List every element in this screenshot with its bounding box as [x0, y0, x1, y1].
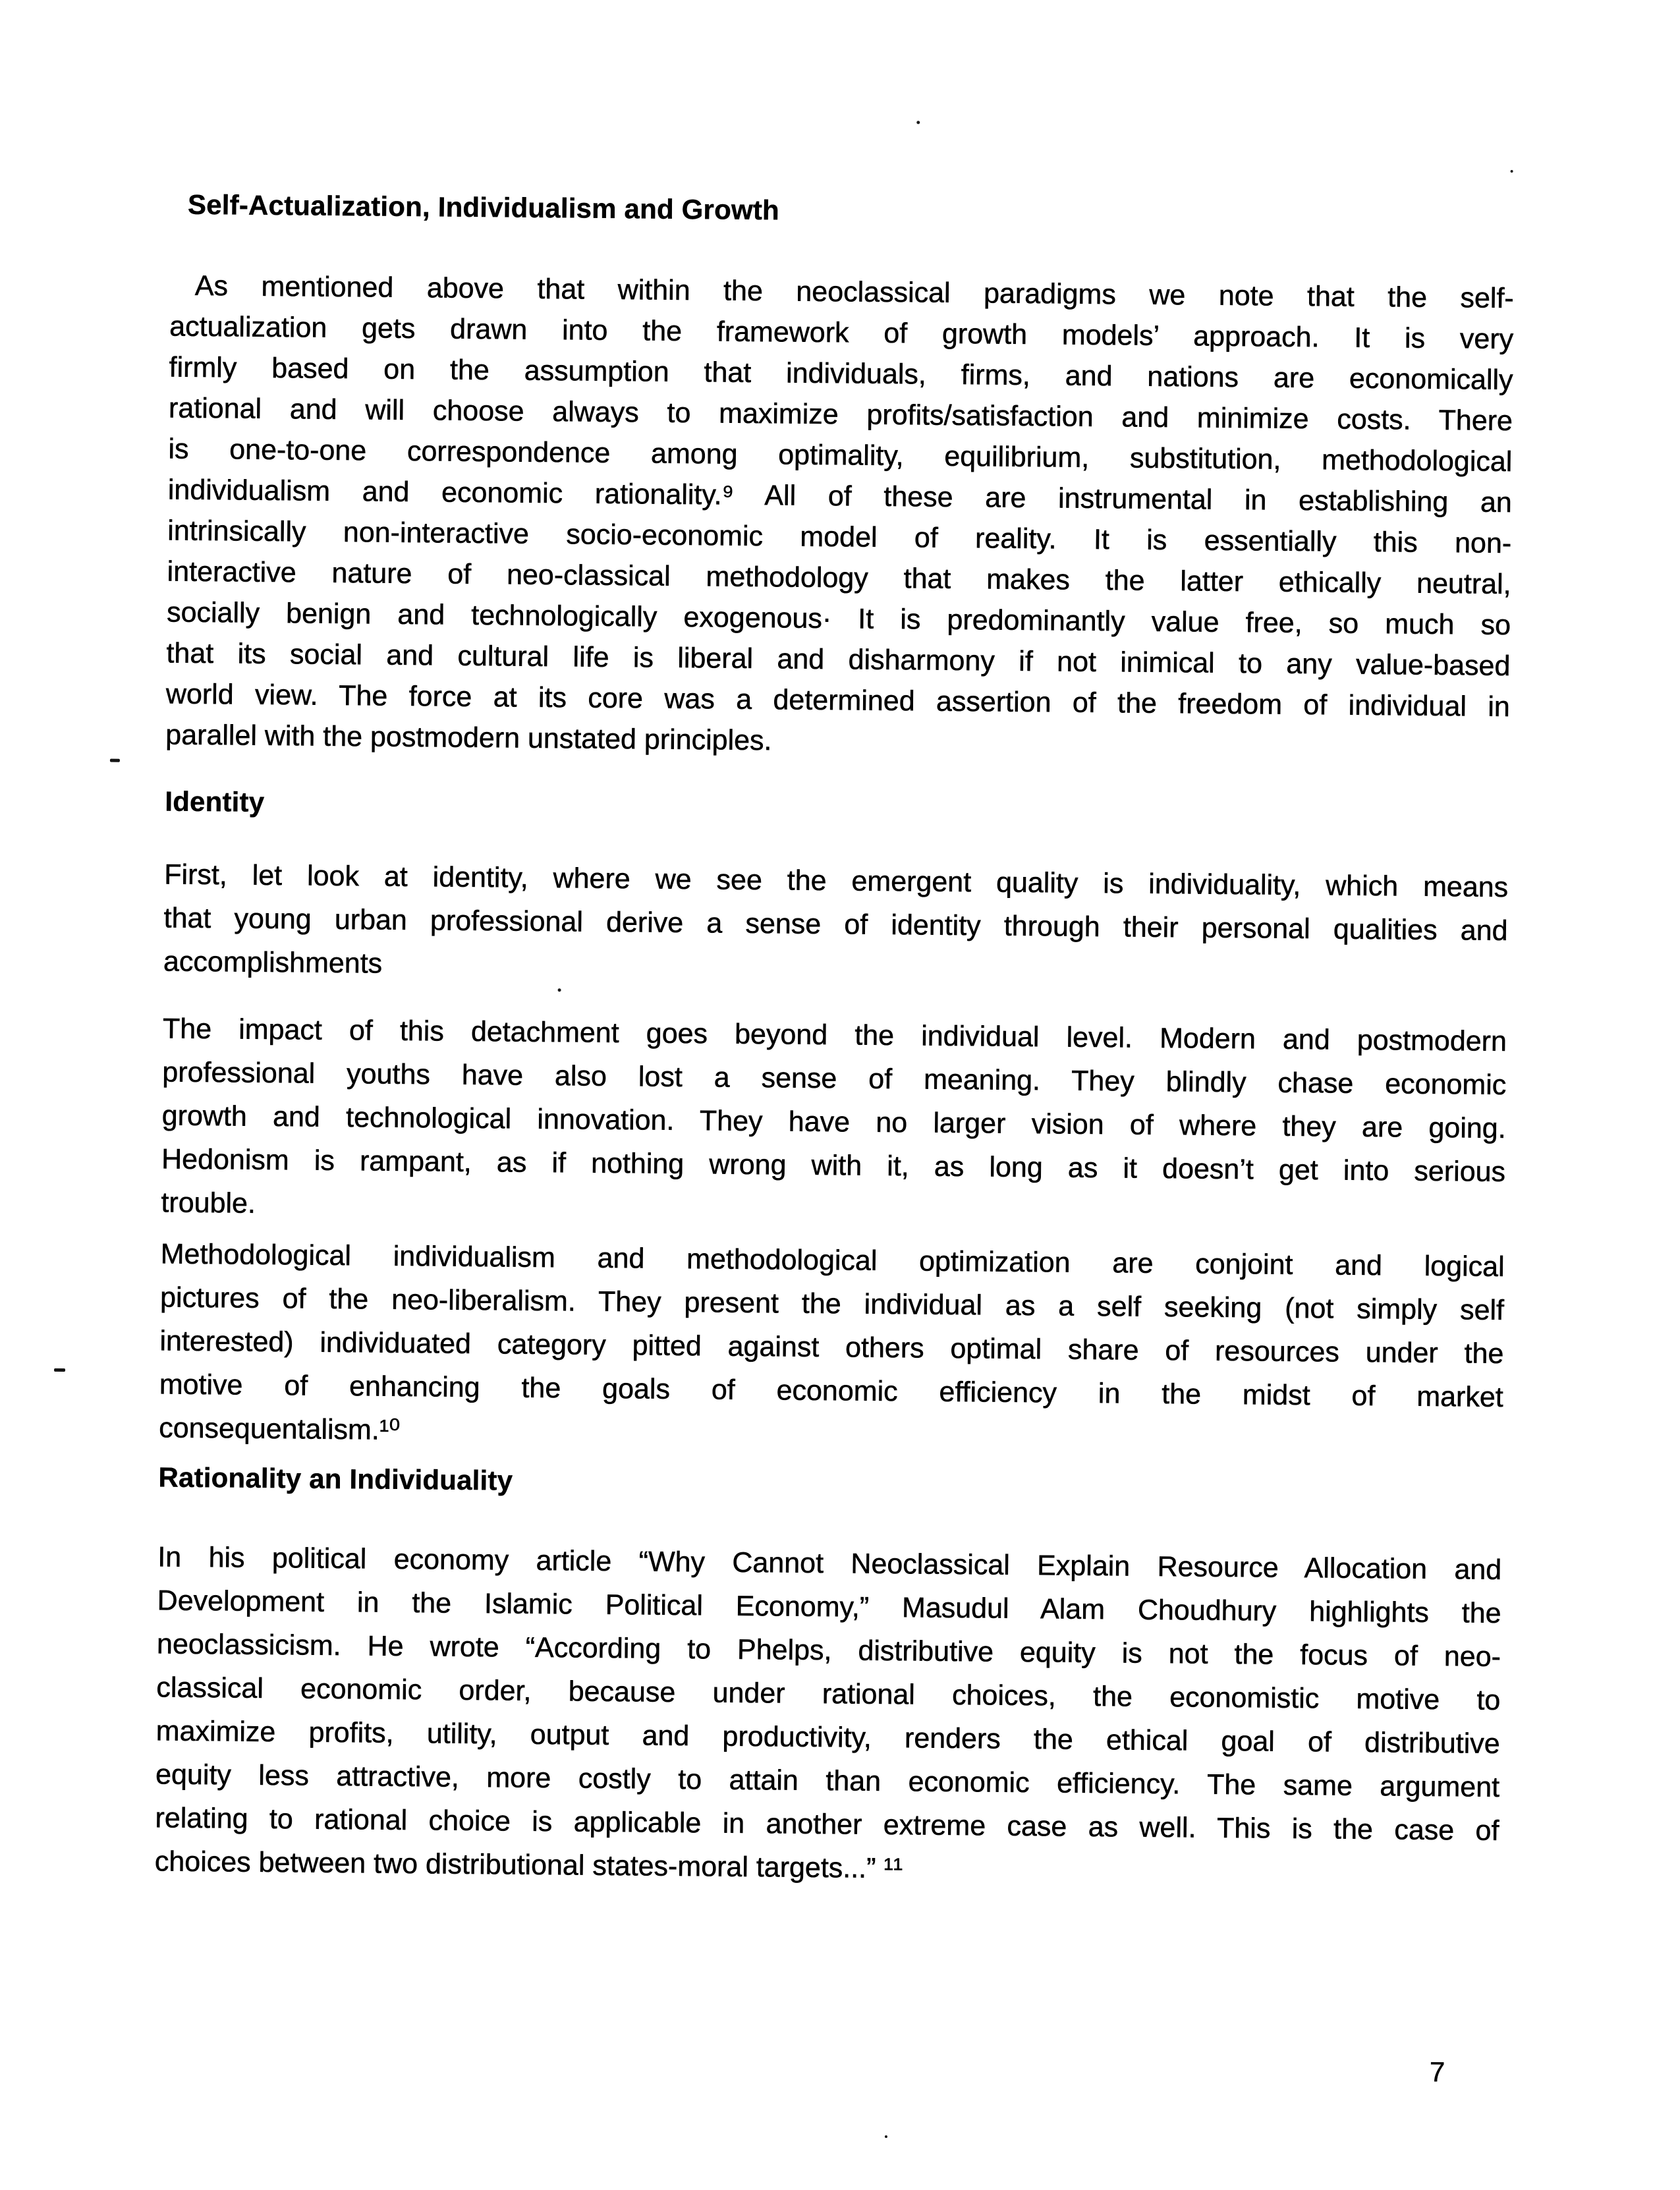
scan-speck: [110, 759, 120, 762]
text-line: classical economic order, because under rational choices, the economistic motive to: [156, 1671, 1501, 1716]
scan-speck: [54, 1368, 65, 1372]
text-line: choices between two distributional states-moral targets...” ¹¹: [154, 1845, 903, 1885]
text-line: interactive nature of neo-classical methodology that makes the latter ethically neutral,: [167, 555, 1511, 601]
scan-speck: [1511, 170, 1513, 173]
paragraph: [159, 1232, 1505, 1463]
text-line: equity less attractive, more costly to attain than economic efficiency. The same argument: [155, 1758, 1500, 1803]
document-body: [155, 2, 1517, 1896]
text-line: socially benign and technologically exogenous· It is predominantly value free, so much so: [166, 596, 1511, 642]
text-line: Hedonism is rampant, as if nothing wrong with it, as long as it doesn’t get into serious: [161, 1143, 1506, 1189]
text-line: relating to rational choice is applicable in another extreme case as well. This is the case of: [155, 1802, 1499, 1847]
text-line: interested) individuated category pitted against others optimal share of resources under the: [159, 1325, 1504, 1370]
text-line: The impact of this detachment goes beyond the individual level. Modern and postmodern: [162, 1013, 1507, 1058]
text-line: Development in the Islamic Political Economy,” Masudul Alam Choudhury highlights the: [157, 1585, 1501, 1629]
text-line: that its social and cultural life is liberal and disharmony if not inimical to any value-based: [166, 637, 1511, 683]
paragraph: [161, 1007, 1507, 1237]
text-line: motive of enhancing the goals of economic efficiency in the midst of market: [159, 1368, 1503, 1413]
text-line: Methodological individualism and methodological optimization are conjoint and logical: [160, 1238, 1505, 1283]
text-line: rational and will choose always to maximize profits/satisfaction and minimize costs. There: [168, 392, 1513, 437]
text-line: pictures of the neo-liberalism. They present the individual as a self seeking (not simply self: [159, 1281, 1505, 1327]
paragraph: [155, 1535, 1502, 1896]
text-line: parallel with the postmodern unstated principles.: [165, 719, 772, 757]
text-line: As mentioned above that within the neoclassical paradigms we note that the self-: [194, 269, 1514, 315]
scan-speck: [916, 121, 920, 124]
text-line: growth and technological innovation. They have no larger vision of where they are going.: [161, 1100, 1506, 1145]
page-number: 7: [1429, 2056, 1445, 2088]
paragraph: [165, 265, 1514, 768]
text-line: neoclassicism. He wrote “According to Phelps, distributive equity is not the focus of neo-: [156, 1628, 1501, 1673]
section-heading: Self-Actualization, Individualism and Growth: [187, 188, 780, 226]
text-line: In his political economy article “Why Cannot Neoclassical Explain Resource Allocation and: [157, 1541, 1502, 1586]
text-line: that young urban professional derive a sense of identity through their personal qualities and: [163, 902, 1508, 947]
text-line: world view. The force at its core was a determined assertion of the freedom of individual in: [165, 678, 1511, 723]
text-line: accomplishments: [163, 945, 383, 980]
text-line: maximize profits, utility, output and productivity, renders the ethical goal of distributive: [155, 1715, 1500, 1760]
section-heading: Rationality an Individuality: [158, 1461, 513, 1496]
text-line: firmly based on the assumption that individuals, firms, and nations are economically: [169, 351, 1513, 397]
text-line: actualization gets drawn into the framework of growth models’ approach. It is very: [169, 310, 1514, 356]
paragraph: [163, 853, 1509, 996]
text-line: trouble.: [161, 1187, 256, 1220]
text-line: is one-to-one correspondence among optimality, equilibrium, substitution, methodological: [168, 433, 1513, 478]
section-heading: Identity: [165, 785, 265, 818]
text-line: individualism and economic rationality.⁹ All of these are instrumental in establishing an: [167, 474, 1513, 519]
text-line: professional youths have also lost a sense of meaning. They blindly chase economic: [162, 1056, 1507, 1102]
scan-speck: [558, 988, 561, 992]
scan-speck: [885, 2135, 887, 2138]
text-line: intrinsically non-interactive socio-economic model of reality. It is essentially this non-: [167, 515, 1512, 560]
text-line: consequentalism.¹⁰: [158, 1412, 401, 1446]
text-line: First, let look at identity, where we see the emergent quality is individuality, which means: [164, 858, 1509, 904]
